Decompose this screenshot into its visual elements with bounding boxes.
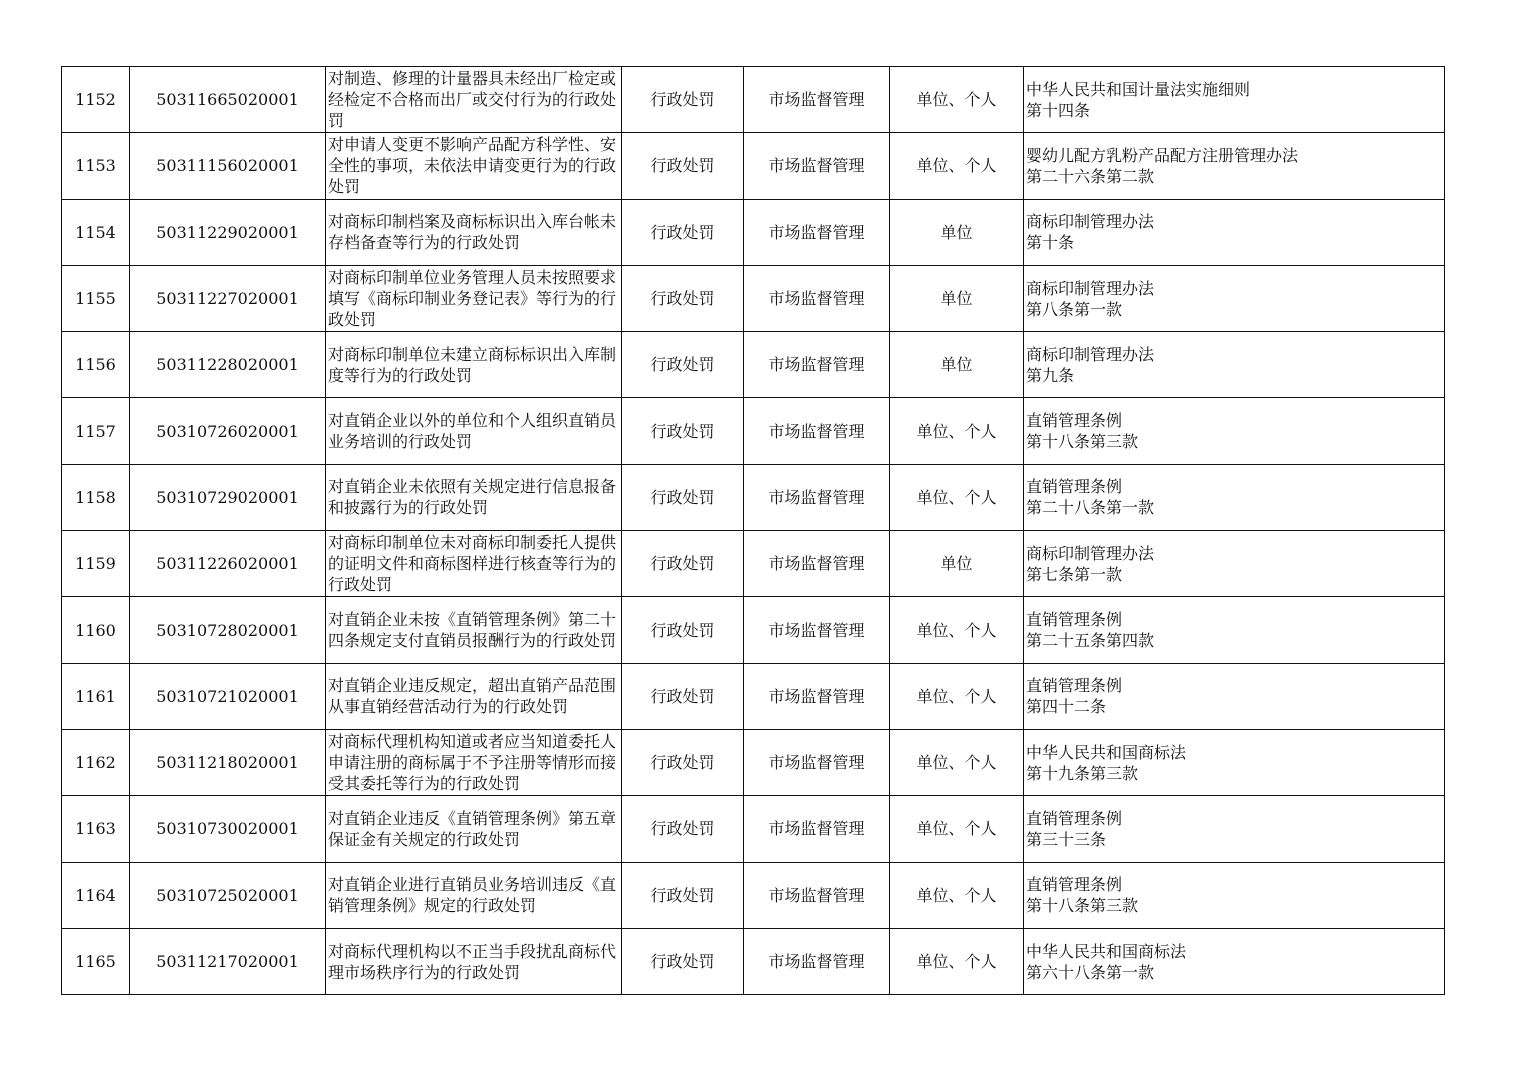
item-code: 50310728020001: [130, 597, 326, 663]
target-object: 单位: [890, 265, 1024, 331]
legal-basis-law: 直销管理条例: [1026, 808, 1123, 828]
department: 市场监督管理: [744, 729, 890, 795]
legal-basis-law: 中华人民共和国计量法实施细则: [1026, 79, 1251, 99]
item-type: 行政处罚: [622, 67, 744, 133]
legal-basis: [1024, 796, 1445, 862]
target-object: 单位、个人: [890, 464, 1024, 530]
target-object: 单位、个人: [890, 67, 1024, 133]
legal-basis-law: 中华人民共和国商标法: [1026, 742, 1187, 762]
row-number: 1160: [62, 597, 130, 663]
item-code: 50311218020001: [130, 729, 326, 795]
row-number: 1158: [62, 464, 130, 530]
penalty-items-table: [61, 66, 1445, 995]
item-type: 行政处罚: [622, 928, 744, 994]
legal-basis-article: 第十九条第三款: [1026, 763, 1139, 783]
legal-basis: [1024, 531, 1445, 597]
department: 市场监督管理: [744, 398, 890, 464]
row-number: 1162: [62, 729, 130, 795]
legal-basis: [1024, 398, 1445, 464]
row-number: 1156: [62, 332, 130, 398]
legal-basis-law: 商标印制管理办法: [1026, 344, 1155, 364]
legal-basis-article: 第六十八条第一款: [1026, 962, 1155, 982]
legal-basis: [1024, 663, 1445, 729]
legal-basis: [1024, 332, 1445, 398]
legal-basis: [1024, 265, 1445, 331]
department: 市场监督管理: [744, 265, 890, 331]
department: 市场监督管理: [744, 796, 890, 862]
table-row: [62, 133, 1445, 199]
legal-basis-law: 直销管理条例: [1026, 875, 1123, 895]
item-code: 50311229020001: [130, 199, 326, 265]
item-code: 50311226020001: [130, 531, 326, 597]
table-row: [62, 398, 1445, 464]
item-type: 行政处罚: [622, 796, 744, 862]
legal-basis: [1024, 67, 1445, 133]
target-object: 单位、个人: [890, 398, 1024, 464]
table-row: [62, 199, 1445, 265]
item-type: 行政处罚: [622, 464, 744, 530]
legal-basis: [1024, 928, 1445, 994]
department: 市场监督管理: [744, 67, 890, 133]
legal-basis-article: 第十八条第三款: [1026, 896, 1139, 916]
row-number: 1164: [62, 862, 130, 928]
item-type: 行政处罚: [622, 729, 744, 795]
row-number: 1165: [62, 928, 130, 994]
row-number: 1155: [62, 265, 130, 331]
table-row: [62, 531, 1445, 597]
row-number: 1152: [62, 67, 130, 133]
item-code: 50311217020001: [130, 928, 326, 994]
item-code: 50310721020001: [130, 663, 326, 729]
target-object: 单位、个人: [890, 928, 1024, 994]
department: 市场监督管理: [744, 597, 890, 663]
legal-basis-article: 第三十三条: [1026, 829, 1107, 849]
item-code: 50310729020001: [130, 464, 326, 530]
item-code: 50310730020001: [130, 796, 326, 862]
item-type: 行政处罚: [622, 531, 744, 597]
item-type: 行政处罚: [622, 265, 744, 331]
table-row: [62, 464, 1445, 530]
legal-basis-article: 第十条: [1026, 233, 1075, 253]
row-number: 1154: [62, 199, 130, 265]
target-object: 单位、个人: [890, 862, 1024, 928]
item-type: 行政处罚: [622, 663, 744, 729]
item-name: 对直销企业未依照有关规定进行信息报备和披露行为的行政处罚: [326, 464, 622, 530]
row-number: 1159: [62, 531, 130, 597]
row-number: 1153: [62, 133, 130, 199]
department: 市场监督管理: [744, 663, 890, 729]
item-code: 50311665020001: [130, 67, 326, 133]
item-name: 对直销企业进行直销员业务培训违反《直销管理条例》规定的行政处罚: [326, 862, 622, 928]
target-object: 单位: [890, 332, 1024, 398]
legal-basis-law: 中华人民共和国商标法: [1026, 941, 1187, 961]
table-row: [62, 663, 1445, 729]
table-row: [62, 862, 1445, 928]
item-code: 50311156020001: [130, 133, 326, 199]
table-body: [62, 67, 1445, 995]
row-number: 1163: [62, 796, 130, 862]
item-code: 50311228020001: [130, 332, 326, 398]
department: 市场监督管理: [744, 199, 890, 265]
department: 市场监督管理: [744, 332, 890, 398]
item-name: 对制造、修理的计量器具未经出厂检定或经检定不合格而出厂或交付行为的行政处罚: [326, 67, 622, 133]
legal-basis: [1024, 199, 1445, 265]
target-object: 单位、个人: [890, 663, 1024, 729]
legal-basis: [1024, 464, 1445, 530]
legal-basis-law: 直销管理条例: [1026, 477, 1123, 497]
item-type: 行政处罚: [622, 133, 744, 199]
table-row: [62, 597, 1445, 663]
legal-basis-law: 直销管理条例: [1026, 411, 1123, 431]
table-row: [62, 729, 1445, 795]
item-name: 对申请人变更不影响产品配方科学性、安全性的事项，未依法申请变更行为的行政处罚: [326, 133, 622, 199]
row-number: 1161: [62, 663, 130, 729]
target-object: 单位、个人: [890, 597, 1024, 663]
department: 市场监督管理: [744, 928, 890, 994]
item-name: 对直销企业违反规定，超出直销产品范围从事直销经营活动行为的行政处罚: [326, 663, 622, 729]
legal-basis-article: 第二十六条第二款: [1026, 166, 1155, 186]
department: 市场监督管理: [744, 862, 890, 928]
department: 市场监督管理: [744, 531, 890, 597]
item-type: 行政处罚: [622, 862, 744, 928]
item-code: 50311227020001: [130, 265, 326, 331]
item-name: 对商标印制单位业务管理人员未按照要求填写《商标印制业务登记表》等行为的行政处罚: [326, 265, 622, 331]
department: 市场监督管理: [744, 464, 890, 530]
item-name: 对直销企业违反《直销管理条例》第五章保证金有关规定的行政处罚: [326, 796, 622, 862]
row-number: 1157: [62, 398, 130, 464]
target-object: 单位、个人: [890, 729, 1024, 795]
legal-basis-law: 商标印制管理办法: [1026, 278, 1155, 298]
item-name: 对商标印制单位未对商标印制委托人提供的证明文件和商标图样进行核查等行为的行政处罚: [326, 531, 622, 597]
legal-basis-article: 第二十五条第四款: [1026, 631, 1155, 651]
item-type: 行政处罚: [622, 398, 744, 464]
item-name: 对直销企业未按《直销管理条例》第二十四条规定支付直销员报酬行为的行政处罚: [326, 597, 622, 663]
item-type: 行政处罚: [622, 597, 744, 663]
legal-basis-law: 商标印制管理办法: [1026, 212, 1155, 232]
item-type: 行政处罚: [622, 199, 744, 265]
legal-basis-law: 商标印制管理办法: [1026, 543, 1155, 563]
legal-basis-article: 第四十二条: [1026, 697, 1107, 717]
item-name: 对直销企业以外的单位和个人组织直销员业务培训的行政处罚: [326, 398, 622, 464]
item-type: 行政处罚: [622, 332, 744, 398]
table-row: [62, 332, 1445, 398]
legal-basis-article: 第七条第一款: [1026, 564, 1123, 584]
legal-basis: [1024, 862, 1445, 928]
legal-basis-article: 第二十八条第一款: [1026, 498, 1155, 518]
target-object: 单位: [890, 199, 1024, 265]
legal-basis-article: 第九条: [1026, 365, 1075, 385]
legal-basis: [1024, 729, 1445, 795]
item-code: 50310726020001: [130, 398, 326, 464]
table-row: [62, 265, 1445, 331]
table-row: [62, 796, 1445, 862]
legal-basis: [1024, 133, 1445, 199]
department: 市场监督管理: [744, 133, 890, 199]
legal-basis: [1024, 597, 1445, 663]
target-object: 单位、个人: [890, 133, 1024, 199]
legal-basis-law: 直销管理条例: [1026, 676, 1123, 696]
item-name: 对商标印制档案及商标标识出入库台帐未存档备查等行为的行政处罚: [326, 199, 622, 265]
item-name: 对商标代理机构以不正当手段扰乱商标代理市场秩序行为的行政处罚: [326, 928, 622, 994]
legal-basis-law: 直销管理条例: [1026, 610, 1123, 630]
legal-basis-article: 第十八条第三款: [1026, 432, 1139, 452]
legal-basis-article: 第十四条: [1026, 100, 1091, 120]
table-row: [62, 67, 1445, 133]
legal-basis-article: 第八条第一款: [1026, 299, 1123, 319]
legal-basis-law: 婴幼儿配方乳粉产品配方注册管理办法: [1026, 145, 1299, 165]
item-name: 对商标印制单位未建立商标标识出入库制度等行为的行政处罚: [326, 332, 622, 398]
target-object: 单位: [890, 531, 1024, 597]
target-object: 单位、个人: [890, 796, 1024, 862]
table-row: [62, 928, 1445, 994]
item-name: 对商标代理机构知道或者应当知道委托人申请注册的商标属于不予注册等情形而接受其委托等行为的行政处罚: [326, 729, 622, 795]
item-code: 50310725020001: [130, 862, 326, 928]
